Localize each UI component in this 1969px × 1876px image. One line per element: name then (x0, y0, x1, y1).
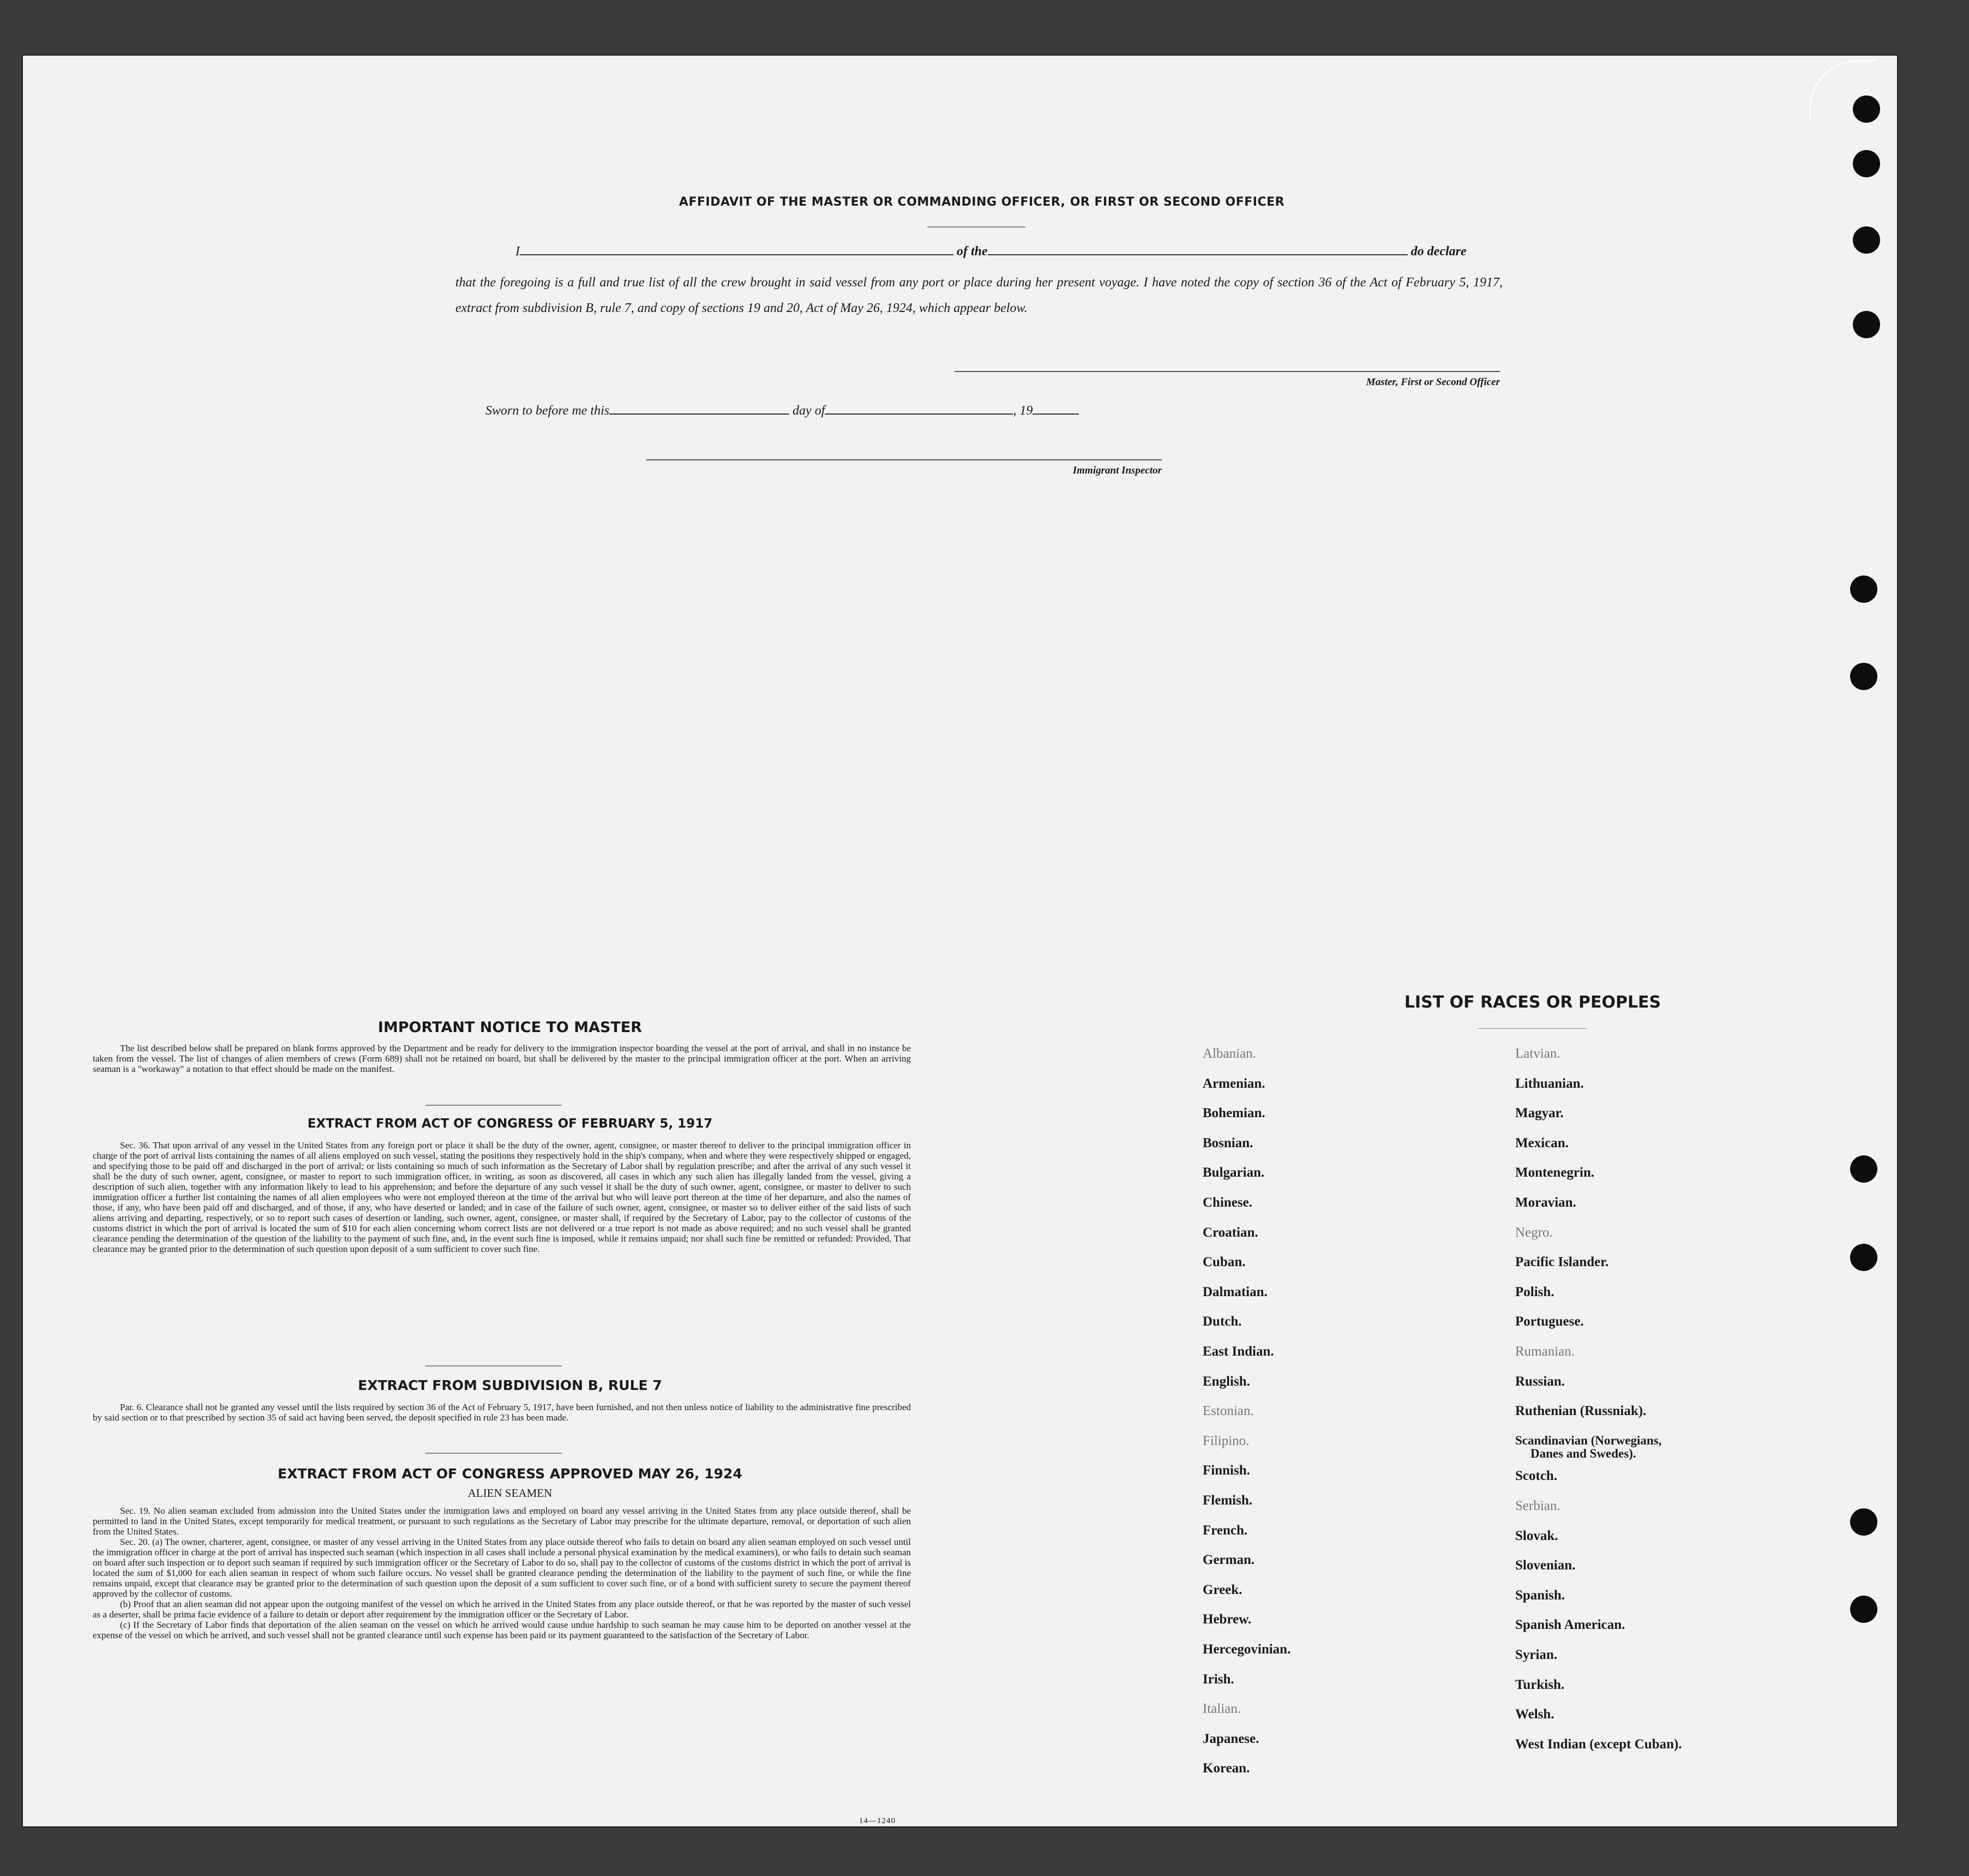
notice-title: IMPORTANT NOTICE TO MASTER (377, 1019, 643, 1036)
race-item: Serbian. (1515, 1499, 1560, 1513)
race-item: Pacific Islander. (1515, 1255, 1609, 1270)
races-title: LIST OF RACES OR PEOPLES (1404, 993, 1661, 1012)
punch-hole (1853, 226, 1880, 254)
race-item: French. (1203, 1523, 1248, 1538)
sec-19: Sec. 19. No alien seaman excluded from admission into the United States under the immigration laws and employed on board any vessel arriving in the United States from any place outside thereof, shall be permitted to land in the United States, except temporarily for medical treatment, or pursuant to such regulations as the Secretary of Labor may prescribe for the ultimate departure, removal, or deportation of such alien from the United States. (93, 1506, 911, 1537)
race-item: Dutch. (1203, 1314, 1242, 1329)
affidavit-title: AFFIDAVIT OF THE MASTER OR COMMANDING OFFICER, OR FIRST OR SECOND OFFICER (679, 195, 1285, 209)
race-item: Moravian. (1515, 1195, 1576, 1210)
form-number: 14—1240 (859, 1817, 896, 1825)
punch-hole (1853, 95, 1880, 123)
extract-1917-body: Sec. 36. That upon arrival of any vessel in the United States from any foreign port or place it shall be the duty of the owner, agent, consignee, or master thereof to deliver to the principal immigration officer in charge of the port of arrival lists containing the names of all aliens employed on such vessel, stating the positions they respectively hold in the ship's company, when and where they were respectively shipped or engaged, and specifying those to be paid off and discharged in the port of arrival; or lists containing so much of such information as the Secretary of Labor shall by regulation prescribe; and after the arrival of any such vessel it shall be the duty of such owner, agent, consignee, or master to report to such immigration officer, in writing, as soon as discovered, all cases in which any such alien has illegally landed from the vessel, giving a description of such alien, together with any information likely to lead to his apprehension; and before the departure of any such vessel it shall be the duty of such owner, agent, consignee, or master to deliver to such immigration officer a further list containing the names of all alien employees who were not employed thereon at the time of the arrival but who will leave port thereon at the time of her departure, and also the names of those, if any, who have been paid off and discharged, and of those, if any, who have deserted or landed; and in case of the failure of such owner, agent, consignee, or master so to deliver either of the said lists of such aliens arriving and departing, respectively, or so to report such cases of desertion or landing, such owner, agent, consignee, or master shall, if required by the Secretary of Labor, pay to the collector of customs of the customs district in which the port of arrival is located the sum of $10 for each alien concerning whom correct lists are not delivered or a true report is not made as above required; and no such vessel shall be granted clearance pending the determination of the question of the liability to the payment of such fine, and, in the event such fine is imposed, while it remains unpaid; nor shall such fine be remitted or refunded: Provided, That clearance may be granted prior to the determination of such question upon deposit of a sum sufficient to cover such fine. (93, 1140, 911, 1254)
punch-hole (1850, 1508, 1877, 1536)
vessel-name-field[interactable] (988, 254, 1408, 255)
race-item: Turkish. (1515, 1677, 1565, 1692)
race-item: Albanian. (1203, 1046, 1256, 1061)
race-item: Italian. (1203, 1701, 1241, 1717)
race-item: Polish. (1515, 1284, 1554, 1299)
race-item: Negro. (1515, 1225, 1553, 1240)
declarant-name-field[interactable] (520, 254, 953, 255)
punch-hole (1850, 1596, 1877, 1623)
race-item: West Indian (except Cuban). (1515, 1736, 1682, 1752)
race-item: Spanish American. (1515, 1617, 1625, 1633)
race-item: Lithuanian. (1515, 1076, 1584, 1091)
punch-hole (1850, 576, 1877, 603)
race-item: Syrian. (1515, 1647, 1558, 1662)
race-item: Slovenian. (1515, 1558, 1576, 1573)
race-item: Irish. (1203, 1671, 1234, 1687)
race-item: German. (1203, 1553, 1255, 1568)
affidavit-first-line (515, 244, 1503, 259)
sec-20c: (c) If the Secretary of Labor finds that deportation of the alien seaman on the vessel on which he arrived would cause undue hardship to such seaman he may cause him to be deported on another vessel at the expense of the vessel on which he arrived, and such vessel shall not be granted clearance until such expense has been paid or its payment guaranteed to the satisfaction of the Secretary of Labor. (93, 1620, 911, 1640)
punch-hole (1850, 663, 1877, 690)
race-item: Finnish. (1203, 1463, 1250, 1478)
affidavit-body: that the foregoing is a full and true list of all the crew brought in said vessel from any port or place during her present voyage. I have noted the copy of section 36 of the Act of February 5, 1917, extract from subdivision B, rule 7, and copy of sections 19 and 20, Act of May 26, 1924, which appear below. (455, 275, 1503, 315)
race-item: Japanese. (1203, 1731, 1259, 1746)
declarant-label: I (515, 244, 520, 259)
race-item: Greek. (1203, 1582, 1242, 1597)
race-item: Portuguese. (1515, 1314, 1584, 1329)
race-item: Dalmatian. (1203, 1284, 1268, 1299)
sworn-label: Sworn to before me this (485, 404, 610, 418)
inspector-caption: Immigrant Inspector (1072, 465, 1162, 476)
sworn-year-field[interactable] (1032, 413, 1079, 415)
punch-hole (1853, 150, 1880, 177)
race-item: Montenegrin. (1515, 1165, 1595, 1180)
race-item: Ruthenian (Russniak). (1515, 1404, 1647, 1419)
divider (425, 1365, 562, 1366)
race-item: Magyar. (1515, 1106, 1564, 1121)
race-item: Bosnian. (1203, 1135, 1253, 1150)
master-signature-line[interactable] (955, 371, 1500, 372)
race-item: Hercegovinian. (1203, 1642, 1291, 1657)
extract-1924-title: EXTRACT FROM ACT OF CONGRESS APPROVED MAY 26, 1924 (278, 1466, 742, 1482)
punch-hole (1850, 1244, 1877, 1271)
sworn-day-field[interactable] (609, 413, 789, 415)
extract-1917-title: EXTRACT FROM ACT OF CONGRESS OF FEBRUARY 5, 1917 (307, 1117, 713, 1131)
race-item: Welsh. (1515, 1707, 1554, 1722)
race-item: Cuban. (1203, 1255, 1246, 1270)
notice-body: The list described below shall be prepared on blank forms approved by the Department and be ready for delivery to the immigration inspector boarding the vessel at the port of arrival, and shall in no instance be taken from the vessel. The list of changes of alien members of crews (Form 689) shall not be retained on board, but shall be delivered by the master to the principal immigration officer at the port. When an arriving seaman is a "workaway" a notation to that effect should be made on the manifest. (93, 1043, 911, 1074)
inspector-signature-line[interactable] (646, 459, 1162, 460)
race-item: Hebrew. (1203, 1612, 1252, 1627)
race-item: Mexican. (1515, 1135, 1569, 1150)
races-title-rule (1478, 1028, 1587, 1029)
title-rule (927, 226, 1025, 227)
sec-20a: Sec. 20. (a) The owner, charterer, agent, consignee, or master of any vessel arriving in the United States from any place outside thereof who fails to detain on board any alien seaman employed on such vessel until the immigration officer in charge at the port of arrival has inspected such seaman (which inspection in all cases shall include a personal physical examination by the medical examiners), or who fails to detain such seaman on board after such inspection or to deport such seaman if required by such immigration officer or the Secretary of Labor to do so, shall pay to the collector of customs of the customs district in which the port of arrival is located the sum of $1,000 for each alien seaman in respect of whom such failure occurs. No vessel shall be granted clearance pending the determination of the liability to the payment of such fine, or while the fine remains unpaid, except that clearance may be granted prior to the determination of such question upon the deposit of a sum sufficient to cover such fine, or of a bond with sufficient surety to secure the payment thereof approved by the collector of customs. (93, 1537, 911, 1599)
race-item: East Indian. (1203, 1344, 1274, 1359)
master-caption: Master, First or Second Officer (1366, 376, 1500, 388)
extract-1924-body (93, 1506, 911, 1640)
punch-hole (1850, 1155, 1877, 1183)
divider (425, 1105, 562, 1106)
race-item: Flemish. (1203, 1493, 1252, 1508)
race-item: Danes and Swedes). (1530, 1446, 1636, 1460)
race-item: Spanish. (1515, 1587, 1565, 1603)
race-item: Filipino. (1203, 1433, 1250, 1448)
sworn-line (485, 404, 1079, 418)
race-item: Estonian. (1203, 1404, 1254, 1419)
of-the-label: of the (957, 244, 988, 259)
extract-rule7-title: EXTRACT FROM SUBDIVISION B, RULE 7 (358, 1377, 662, 1393)
race-item: Scandinavian (Norwegians, (1515, 1433, 1662, 1447)
race-item: Croatian. (1203, 1225, 1258, 1240)
race-item: Korean. (1203, 1761, 1250, 1776)
divider (425, 1453, 562, 1454)
race-item: Bohemian. (1203, 1106, 1265, 1121)
race-item: English. (1203, 1374, 1250, 1389)
race-item: Chinese. (1203, 1195, 1252, 1210)
alien-seamen-subtitle: ALIEN SEAMEN (467, 1487, 553, 1500)
sec-20b: (b) Proof that an alien seaman did not appear upon the outgoing manifest of the vessel on which he arrived in the United States from any place outside thereof, or that he was reported by the master of such vessel as a deserter, shall be prima facie evidence of a failure to detain or deport after requirement by the immigration officer or the Secretary of Labor. (93, 1599, 911, 1620)
race-item: Latvian. (1515, 1046, 1560, 1061)
declare-label: do declare (1410, 244, 1467, 259)
document-page (22, 55, 1898, 1827)
race-item: Slovak. (1515, 1528, 1558, 1543)
year-prefix-label: , 19 (1013, 404, 1033, 418)
punch-hole (1853, 311, 1880, 338)
extract-rule7-body: Par. 6. Clearance shall not be granted any vessel until the lists required by section 36 of the Act of February 5, 1917, have been furnished, and not then unless notice of liability to the administrative fine prescribed by said section or to that prescribed by section 35 of said act having been served, the deposit specified in rule 23 has been made. (93, 1402, 911, 1423)
race-item: Scotch. (1515, 1469, 1558, 1484)
race-item: Bulgarian. (1203, 1165, 1265, 1180)
day-of-label: day of (793, 404, 825, 418)
race-item: Russian. (1515, 1374, 1565, 1389)
race-item: Rumanian. (1515, 1344, 1575, 1359)
sworn-month-field[interactable] (825, 413, 1013, 415)
race-item: Armenian. (1203, 1076, 1265, 1091)
